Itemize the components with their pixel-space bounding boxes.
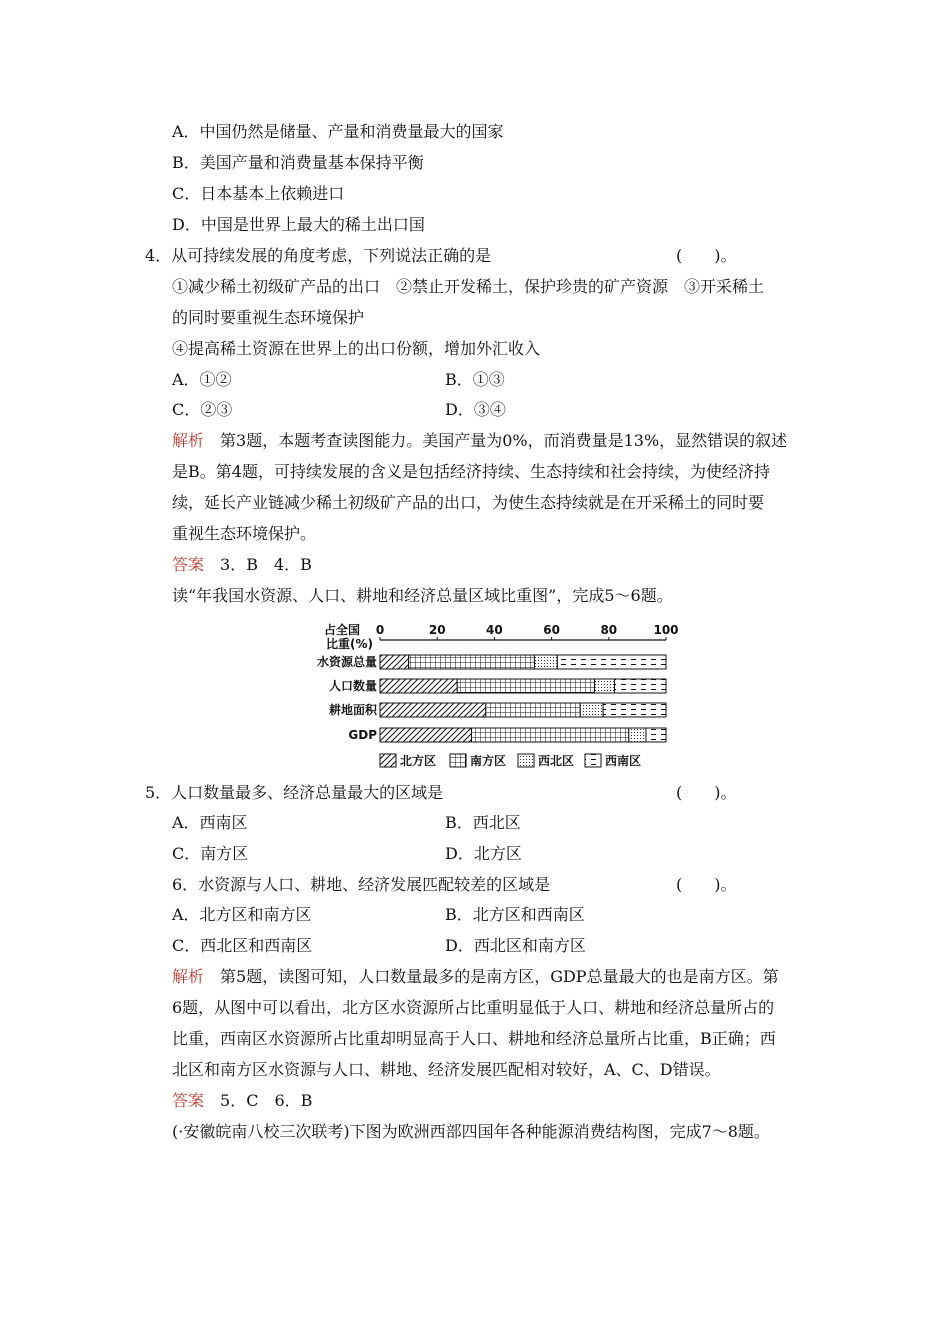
q5-option-b: B．西北区 [445, 813, 521, 832]
q5-answer-paren: ( )。 [676, 783, 737, 802]
category-label: GDP [348, 728, 377, 742]
analysis-text: 北区和南方区水资源与人口、耕地、经济发展匹配相对较好，A、C、D错误。 [172, 1060, 721, 1079]
bar-segment [595, 679, 615, 693]
q5-stem: 5．人口数量最多、经济总量最大的区域是 [145, 783, 444, 802]
region-share-chart [300, 617, 700, 772]
answer-line [172, 554, 312, 576]
q4-stem: 4．从可持续发展的角度考虑，下列说法正确的是 [145, 246, 492, 265]
analysis-text: 重视生态环境保护。 [172, 524, 317, 543]
intro-q7-8: (·安徽皖南八校三次联考)下图为欧洲西部四国年各种能源消费结构图，完成7～8题。 [172, 1122, 770, 1141]
q5-option-a: A．西南区 [172, 813, 248, 832]
x-tick-label: 0 [375, 623, 385, 637]
analysis-paragraph [172, 430, 787, 452]
bar-segment [380, 703, 486, 717]
q4-option-b: B．①③ [445, 370, 505, 389]
q4-answer-paren: ( )。 [676, 246, 737, 265]
analysis-paragraph [172, 966, 779, 988]
q6-option-c: C．西北区和西南区 [172, 936, 313, 955]
ylabel-top: 占全国 [324, 623, 361, 637]
bar-segment [486, 703, 580, 717]
q5-option-d: D．北方区 [445, 844, 522, 863]
bar-segment [380, 679, 457, 693]
x-tick-label: 100 [653, 623, 679, 637]
bar-segment [380, 728, 472, 742]
q6-option-a: A．北方区和南方区 [172, 905, 312, 924]
bar-segment [603, 703, 666, 717]
category-label: 耕地面积 [328, 703, 377, 717]
analysis-text: 是B。第4题，可持续发展的含义是包括经济持续、生态持续和社会持续，为使经济持 [172, 462, 770, 481]
bar-segment [580, 703, 603, 717]
legend-swatch [585, 754, 601, 767]
bar-segment [646, 728, 666, 742]
legend-swatch [450, 754, 466, 767]
legend-swatch [380, 754, 396, 767]
q3-option-b: B．美国产量和消费量基本保持平衡 [172, 153, 424, 172]
x-tick-label: 60 [543, 623, 560, 637]
bar-segment [457, 679, 594, 693]
q4-statement-line: 的同时要重视生态环境保护 [172, 308, 365, 327]
q4-statement-line: ④提高稀土资源在世界上的出口份额，增加外汇收入 [172, 339, 541, 358]
q6-answer-paren: ( )。 [676, 875, 737, 894]
q4-option-c: C．②③ [172, 400, 233, 419]
intro-q5-6: 读“年我国水资源、人口、耕地和经济总量区域比重图”，完成5～6题。 [172, 586, 673, 605]
analysis-label: 解析 [172, 431, 205, 450]
q3-option-d: D．中国是世界上最大的稀土出口国 [172, 215, 425, 234]
ylabel-bottom: 比重(%) [326, 637, 373, 651]
q4-statement-line: ①减少稀土初级矿产品的出口 ②禁止开发稀土，保护珍贵的矿产资源 ③开采稀土 [172, 277, 765, 296]
x-tick-label: 80 [600, 623, 618, 637]
q4-option-d: D．③④ [445, 400, 506, 419]
bar-segment [629, 728, 646, 742]
answer-text: 3．B 4．B [204, 555, 312, 574]
legend-label: 南方区 [470, 754, 507, 768]
bar-segment [472, 728, 629, 742]
answer-line [172, 1090, 312, 1112]
bar-segment [409, 655, 535, 669]
bar-segment [380, 655, 409, 669]
category-label: 人口数量 [328, 679, 377, 693]
bar-segment [557, 655, 666, 669]
q6-option-b: B．北方区和西南区 [445, 905, 585, 924]
answer-label: 答案 [172, 555, 205, 574]
analysis-text: 续，延长产业链减少稀土初级矿产品的出口，为使生态持续就是在开采稀土的同时要 [172, 493, 765, 512]
q6-option-d: D．西北区和南方区 [445, 936, 586, 955]
q5-option-c: C．南方区 [172, 844, 249, 863]
legend-label: 西南区 [605, 754, 642, 768]
bar-segment [615, 679, 666, 693]
analysis-text: 6题，从图中可以看出，北方区水资源所占比重明显低于人口、耕地和经济总量所占的 [172, 998, 775, 1017]
answer-text: 5．C 6．B [204, 1091, 313, 1110]
analysis-text: 第5题，读图可知，人口数量最多的是南方区，GDP总量最大的也是南方区。第 [204, 967, 779, 986]
x-tick-label: 40 [486, 623, 503, 637]
legend-label: 西北区 [538, 754, 575, 768]
bar-segment [534, 655, 557, 669]
q4-option-a: A．①② [172, 370, 232, 389]
q3-option-a: A．中国仍然是储量、产量和消费量最大的国家 [172, 122, 504, 141]
answer-label: 答案 [172, 1091, 205, 1110]
analysis-text: 第3题，本题考查读图能力。美国产量为0%，而消费量是13%，显然错误的叙述 [204, 431, 788, 450]
x-tick-label: 20 [428, 623, 446, 637]
q3-option-c: C．日本基本上依赖进口 [172, 184, 345, 203]
legend-label: 北方区 [400, 754, 437, 768]
legend-swatch [518, 754, 534, 767]
analysis-label: 解析 [172, 967, 205, 986]
category-label: 水资源总量 [316, 655, 377, 669]
analysis-text: 比重，西南区水资源所占比重却明显高于人口、耕地和经济总量所占比重，B正确；西 [172, 1029, 776, 1048]
q6-stem: 6．水资源与人口、耕地、经济发展匹配较差的区域是 [172, 875, 551, 894]
